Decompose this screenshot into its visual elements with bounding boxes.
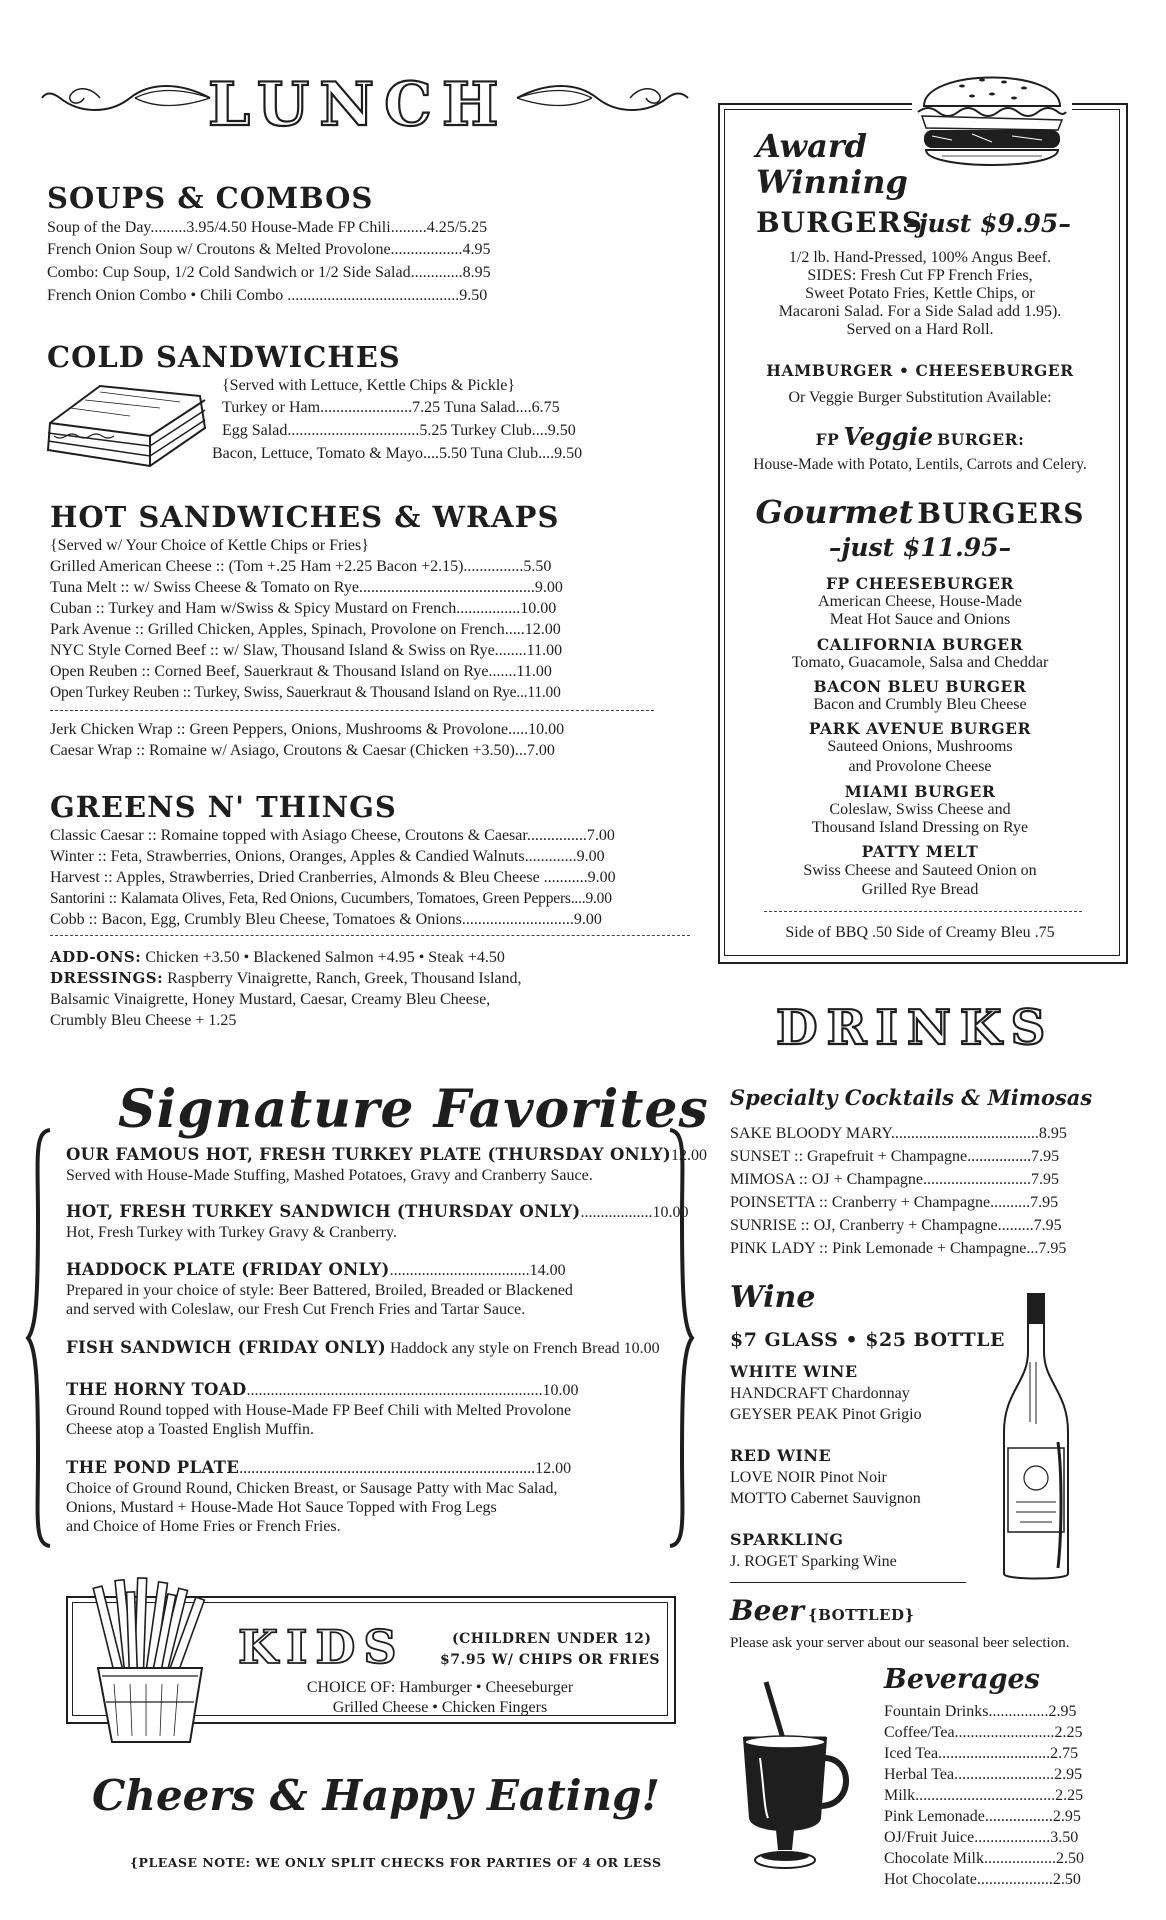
gourmet-item-desc: American Cheese, House-Made: [818, 593, 1022, 610]
burger-sides: Side of BBQ .50 Side of Creamy Bleu .75: [785, 924, 1055, 941]
kids-title: KIDS: [238, 1620, 405, 1674]
cocktails-title: Specialty Cocktails & Mimosas: [730, 1085, 1093, 1110]
addons-label: ADD-ONS:: [50, 948, 142, 966]
gourmet-item-desc: Thousand Island Dressing on Rye: [811, 819, 1029, 836]
signature-item-name: HADDOCK PLATE (FRIDAY ONLY): [66, 1260, 390, 1279]
award-script: Award: [756, 127, 868, 165]
white-wine-item: GEYSER PEAK Pinot Grigio: [730, 1406, 922, 1423]
beverage-line: Pink Lemonade.................2.95: [884, 1808, 1081, 1825]
hot-sandwiches-heading: HOT SANDWICHES & WRAPS: [50, 500, 560, 534]
signature-item-desc: Hot, Fresh Turkey with Turkey Gravy & Cranberry.: [66, 1224, 397, 1241]
burgers-price: –just $9.95–: [906, 209, 1071, 238]
burgers-desc: SIDES: Fresh Cut FP French Fries,: [807, 267, 1033, 284]
signature-item-name: HOT, FRESH TURKEY SANDWICH (THURSDAY ONLY): [66, 1202, 581, 1221]
gourmet-item-name: BACON BLEU BURGER: [813, 677, 1027, 696]
veggie-desc: House-Made with Potato, Lentils, Carrots and Celery.: [753, 456, 1087, 473]
signature-item-name: THE HORNY TOAD: [66, 1380, 247, 1399]
signature-item-price: 12.00: [671, 1147, 708, 1164]
cocktail-line: SUNRISE :: OJ, Cranberry + Champagne.........7.95: [730, 1217, 1062, 1234]
signature-item-desc: and Choice of Home Fries or French Fries.: [66, 1518, 341, 1535]
beverage-line: Hot Chocolate...................2.50: [884, 1871, 1081, 1888]
burger-types: HAMBURGER • CHEESEBURGER: [766, 361, 1074, 380]
gourmet-script: Gourmet: [755, 493, 914, 531]
signature-item-desc: Prepared in your choice of style: Beer Battered, Broiled, Breaded or Blackened: [66, 1282, 573, 1299]
soups-line: French Onion Soup w/ Croutons & Melted Provolone..................4.95: [47, 241, 491, 258]
beverage-line: Herbal Tea.........................2.95: [884, 1766, 1083, 1783]
greens-line: Winter :: Feta, Strawberries, Onions, Oranges, Apples & Candied Walnuts.............9.00: [50, 848, 605, 865]
kids-price-note: $7.95 W/ CHIPS OR FRIES: [440, 1652, 660, 1668]
greens-line: Classic Caesar :: Romaine topped with Asiago Cheese, Croutons & Caesar...............7.00: [50, 827, 615, 844]
cocktail-line: POINSETTA :: Cranberry + Champagne..........7.95: [730, 1194, 1059, 1211]
greens-divider: [50, 935, 690, 936]
signature-item-desc: Served with House-Made Stuffing, Mashed Potatoes, Gravy and Cranberry Sauce.: [66, 1167, 593, 1184]
burgers-title: BURGERS: [756, 206, 924, 239]
burgers-desc: Served on a Hard Roll.: [846, 321, 994, 338]
veggie-burger-title: [730, 424, 1110, 454]
greens-line: Cobb :: Bacon, Egg, Crumbly Bleu Cheese, Tomatoes & Onions............................9.00: [50, 911, 602, 928]
hot-line: Open Reuben :: Corned Beef, Sauerkraut & Thousand Island on Rye.......11.00: [50, 663, 552, 680]
greens-line: Harvest :: Apples, Strawberries, Dried Cranberries, Almonds & Bleu Cheese ...........9.00: [50, 869, 616, 886]
signature-item-name-line: [66, 1145, 707, 1165]
gourmet-item-desc: and Provolone Cheese: [848, 758, 992, 775]
gourmet-item-name: FP CHEESEBURGER: [825, 574, 1015, 593]
dressings-label: DRESSINGS:: [50, 969, 164, 987]
gourmet-item-desc: Tomato, Guacamole, Salsa and Cheddar: [791, 654, 1049, 671]
signature-item-name-line: [66, 1202, 689, 1222]
signature-item-price: ..........................................................................10.00: [246, 1382, 579, 1399]
gourmet-item-desc: Meat Hot Sauce and Onions: [829, 611, 1011, 628]
greens-heading: GREENS N' THINGS: [50, 790, 397, 824]
dressings-text: Raspberry Vinaigrette, Ranch, Greek, Thousand Island,: [163, 970, 522, 987]
veggie-burger-label: BURGER:: [937, 430, 1025, 449]
signature-item-name: FISH SANDWICH (FRIDAY ONLY): [66, 1338, 386, 1357]
soups-line: Soup of the Day.........3.95/4.50 House-Made FP Chili.........4.25/5.25: [47, 219, 488, 236]
burgers-desc: Sweet Potato Fries, Kettle Chips, or: [805, 285, 1035, 302]
white-wine-item: HANDCRAFT Chardonnay: [730, 1385, 910, 1402]
signature-item-price: ..........................................................................12.00: [239, 1460, 572, 1477]
hot-line: Cuban :: Turkey and Ham w/Swiss & Spicy Mustard on French................10.00: [50, 600, 557, 617]
hot-line: Open Turkey Reuben :: Turkey, Swiss, Sauerkraut & Thousand Island on Rye...11.00: [50, 684, 561, 701]
cold-line: Egg Salad.................................5.25 Turkey Club....9.50: [222, 422, 576, 439]
sparkling-item: J. ROGET Sparking Wine: [730, 1553, 897, 1570]
signature-item-name: OUR FAMOUS HOT, FRESH TURKEY PLATE (THURSDAY ONLY): [66, 1145, 672, 1164]
signature-item-desc: Choice of Ground Round, Chicken Breast, or Sausage Patty with Mac Salad,: [66, 1480, 558, 1497]
gourmet-item-desc: Grilled Rye Bread: [861, 881, 979, 898]
cold-line: Turkey or Ham.......................7.25 Tuna Salad....6.75: [222, 399, 560, 416]
dressings-line: Crumbly Bleu Cheese + 1.25: [50, 1012, 237, 1029]
wine-bottle-illustration-icon: [1000, 1292, 1072, 1582]
gourmet-price: –just $11.95–: [828, 533, 1012, 562]
red-wine-label: RED WINE: [730, 1446, 832, 1465]
burgers-desc: Macaroni Salad. For a Side Salad add 1.95).: [778, 303, 1062, 320]
wine-title: Wine: [730, 1280, 816, 1315]
signature-item-price: Haddock any style on French Bread 10.00: [385, 1340, 660, 1357]
beverage-line: Coffee/Tea.........................2.25: [884, 1724, 1083, 1741]
beverage-line: Fountain Drinks...............2.95: [884, 1703, 1077, 1720]
signature-item-desc: Onions, Mustard + House-Made Hot Sauce Topped with Frog Legs: [66, 1499, 497, 1516]
beverage-line: Chocolate Milk..................2.50: [884, 1850, 1084, 1867]
dressings-line: Balsamic Vinaigrette, Honey Mustard, Caesar, Creamy Bleu Cheese,: [50, 991, 491, 1008]
lunch-title: LUNCH: [208, 70, 509, 140]
signature-item-desc: and served with Coleslaw, our Fresh Cut French Fries and Tartar Sauce.: [66, 1301, 526, 1318]
signature-item-desc: Ground Round topped with House-Made FP Beef Chili with Melted Provolone: [66, 1402, 572, 1419]
beer-title: Beer: [730, 1594, 805, 1627]
kids-choice: Grilled Cheese • Chicken Fingers: [332, 1699, 548, 1716]
signature-item-desc: Cheese atop a Toasted English Muffin.: [66, 1421, 315, 1438]
sparkling-label: SPARKLING: [730, 1530, 844, 1549]
gourmet-item-desc: Swiss Cheese and Sauteed Onion on: [803, 862, 1037, 879]
left-brace-icon: [26, 1128, 54, 1548]
drinks-title: DRINKS: [776, 1000, 1055, 1056]
beverages-title: Beverages: [884, 1664, 1040, 1695]
split-checks-note: {PLEASE NOTE: WE ONLY SPLIT CHECKS FOR PARTIES OF 4 OR LESS: [130, 1855, 662, 1870]
hot-line: Grilled American Cheese :: (Tom +.25 Ham +2.25 Bacon +2.15)...............5.50: [50, 558, 552, 575]
cold-line: Bacon, Lettuce, Tomato & Mayo....5.50 Tuna Club....9.50: [212, 445, 583, 462]
gourmet-item-desc: Coleslaw, Swiss Cheese and: [829, 801, 1011, 818]
burger-divider: [764, 911, 1082, 912]
dressings-line: [50, 969, 522, 988]
red-wine-item: LOVE NOIR Pinot Noir: [730, 1469, 887, 1486]
beer-title-line: [730, 1594, 915, 1633]
beer-desc: Please ask your server about our seasonal beer selection.: [730, 1635, 1070, 1651]
signature-item-price: ...................................14.00: [389, 1262, 566, 1279]
veggie-sub-note: Or Veggie Burger Substitution Available:: [788, 389, 1052, 406]
cocktail-line: MIMOSA :: OJ + Champagne...........................7.95: [730, 1171, 1060, 1188]
cocktail-line: PINK LADY :: Pink Lemonade + Champagne...7.95: [730, 1240, 1067, 1257]
greens-line: Santorini :: Kalamata Olives, Feta, Red Onions, Cucumbers, Tomatoes, Green Peppers....9.00: [50, 890, 612, 907]
hot-note: {Served w/ Your Choice of Kettle Chips or Fries}: [50, 537, 369, 554]
fries-illustration-icon: [84, 1576, 219, 1746]
wrap-line: Caesar Wrap :: Romaine w/ Asiago, Croutons & Caesar (Chicken +3.50)...7.00: [50, 742, 555, 759]
hot-line: Tuna Melt :: w/ Swiss Cheese & Tomato on Rye............................................9.00: [50, 579, 563, 596]
addons-line: [50, 948, 505, 967]
gourmet-item-name: MIAMI BURGER: [844, 782, 996, 801]
veggie-script: Veggie: [843, 422, 934, 451]
sandwich-illustration-icon: [40, 378, 210, 470]
lunch-right-flourish-icon: [512, 78, 692, 118]
beer-note: {BOTTLED}: [808, 1606, 915, 1624]
soups-line: French Onion Combo • Chili Combo ...........................................9.50: [47, 287, 488, 304]
signature-item-price: ..................10.00: [580, 1204, 689, 1221]
signature-title: Signature Favorites: [118, 1079, 709, 1140]
gourmet-burgers-label: BURGERS: [917, 497, 1085, 530]
beverage-line: OJ/Fruit Juice...................3.50: [884, 1829, 1079, 1846]
beverage-line: Milk...................................2.25: [884, 1787, 1084, 1804]
signature-item-name-line: [66, 1260, 566, 1280]
cocktail-line: SUNSET :: Grapefruit + Champagne................7.95: [730, 1148, 1060, 1165]
hot-line: Park Avenue :: Grilled Chicken, Apples, Spinach, Provolone on French.....12.00: [50, 621, 561, 638]
wrap-line: Jerk Chicken Wrap :: Green Peppers, Onions, Mushrooms & Provolone.....10.00: [50, 721, 565, 738]
hot-line: NYC Style Corned Beef :: w/ Slaw, Thousand Island & Swiss on Rye........11.00: [50, 642, 563, 659]
signature-item-name-line: [66, 1338, 660, 1358]
wine-price: $7 GLASS • $25 BOTTLE: [730, 1329, 1005, 1351]
cold-note: {Served with Lettuce, Kettle Chips & Pickle}: [222, 377, 516, 394]
hot-divider: [50, 710, 654, 711]
burgers-desc: 1/2 lb. Hand-Pressed, 100% Angus Beef.: [788, 249, 1052, 266]
signature-item-name-line: [66, 1458, 571, 1478]
red-wine-item: MOTTO Cabernet Sauvignon: [730, 1490, 921, 1507]
cold-sandwiches-heading: COLD SANDWICHES: [47, 340, 401, 374]
burger-illustration-icon: [912, 54, 1072, 178]
gourmet-item-name: PATTY MELT: [861, 842, 979, 861]
kids-choice: CHOICE OF: Hamburger • Cheeseburger: [306, 1679, 574, 1696]
soups-heading: SOUPS & COMBOS: [47, 181, 374, 215]
hot-drink-mug-illustration-icon: [730, 1678, 860, 1878]
signature-item-name: THE POND PLATE: [66, 1458, 240, 1477]
lunch-left-flourish-icon: [40, 78, 215, 118]
wine-divider: [730, 1582, 966, 1583]
beverage-line: Iced Tea............................2.75: [884, 1745, 1079, 1762]
veggie-fp: FP: [815, 430, 840, 449]
addons-text: Chicken +3.50 • Blackened Salmon +4.95 • Steak +4.50: [141, 949, 505, 966]
soups-line: Combo: Cup Soup, 1/2 Cold Sandwich or 1/2 Side Salad.............8.95: [47, 264, 491, 281]
cheers-title: Cheers & Happy Eating!: [92, 1771, 660, 1820]
gourmet-item-name: PARK AVENUE BURGER: [808, 719, 1032, 738]
kids-age-note: (CHILDREN UNDER 12): [452, 1631, 652, 1647]
right-brace-icon: [666, 1128, 694, 1548]
gourmet-item-desc: Bacon and Crumbly Bleu Cheese: [813, 696, 1027, 713]
gourmet-item-desc: Sauteed Onions, Mushrooms: [827, 738, 1013, 755]
white-wine-label: WHITE WINE: [730, 1362, 858, 1381]
gourmet-item-name: CALIFORNIA BURGER: [816, 635, 1024, 654]
winning-script: Winning: [756, 163, 908, 201]
cocktail-line: SAKE BLOODY MARY.....................................8.95: [730, 1125, 1067, 1142]
signature-item-name-line: [66, 1380, 578, 1400]
